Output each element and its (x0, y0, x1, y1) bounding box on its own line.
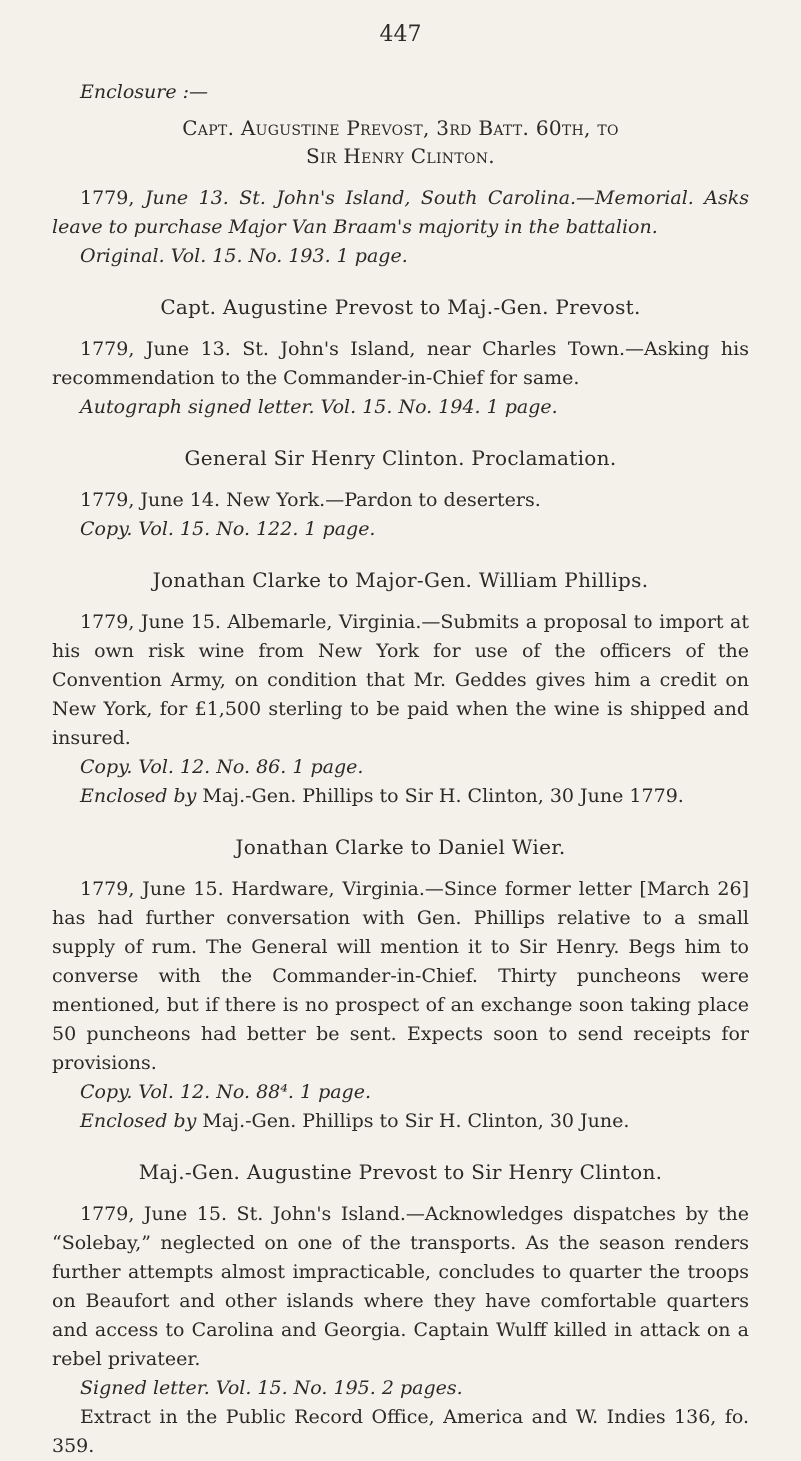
entry-date: 1779, (80, 187, 145, 209)
entry-body: 1779, June 15. Albemarle, Virginia.—Submits a proposal to import at his own risk wine from New York for use of the officers of the Convention Army, on condition that Mr. Geddes gives him a credit on New York, for £1,500 sterling to be paid when the wine is shipped and insured. (52, 611, 749, 749)
entry-body: 1779, June 13. St. John's Island, near Charles Town.—Asking his recommendation to the Commander-in-Chief for same. (52, 338, 749, 389)
entry-prevost-to-maj-gen-prevost (52, 293, 749, 422)
entry-extract-note: Extract in the Public Record Office, America and W. Indies 136, fo. 359. (52, 1406, 749, 1457)
entry-heading: Jonathan Clarke to Major-Gen. William Phillips. (152, 568, 649, 592)
entry-meta: Original. Vol. 15. No. 193. 1 page. (80, 245, 408, 267)
entry-meta: Autograph signed letter. Vol. 15. No. 194. 1 page. (80, 396, 558, 418)
enclosed-text: Maj.-Gen. Phillips to Sir H. Clinton, 30 June 1779. (196, 785, 684, 807)
entry-prevost-to-clinton (52, 114, 749, 271)
entry-heading: Capt. Augustine Prevost to Maj.-Gen. Prevost. (160, 295, 641, 319)
heading-line: Sir Henry Clinton. (306, 144, 495, 168)
entry-body: 1779, June 15. Hardware, Virginia.—Since former letter [March 26] has had further conversation with Gen. Phillips relative to a small supply of rum. The General will mention it to Sir Henry. Begs him to converse with the Commander-in-Chief. Thirty puncheons were mentioned, but if there is no prospect of an exchange soon taking place 50 puncheons had better be sent. Expects soon to send receipts for provisions. (52, 878, 749, 1074)
entry-heading (52, 114, 749, 170)
entry-clinton-proclamation (52, 444, 749, 544)
enclosure-label: Enclosure :— (80, 81, 209, 103)
entry-heading: Jonathan Clarke to Daniel Wier. (235, 835, 566, 859)
entry-enclosed-note (52, 1107, 749, 1136)
enclosed-text: Maj.-Gen. Phillips to Sir H. Clinton, 30 June. (196, 1110, 630, 1132)
entry-maj-gen-prevost-to-clinton (52, 1158, 749, 1461)
entry-enclosed-note (52, 782, 749, 811)
entry-clarke-to-phillips (52, 566, 749, 811)
enclosed-label: Enclosed by (80, 785, 197, 807)
entry-meta: Copy. Vol. 12. No. 88⁴. 1 page. (80, 1081, 372, 1103)
entry-meta: Signed letter. Vol. 15. No. 195. 2 pages. (80, 1377, 463, 1399)
heading-line: Capt. Augustine Prevost, 3rd Batt. 60th, to (182, 116, 619, 140)
page-number: 447 (379, 22, 422, 47)
entry-meta: Copy. Vol. 12. No. 86. 1 page. (80, 756, 364, 778)
entry-summary: June 13. St. John's Island, South Carolina.—Memorial. Asks leave to purchase Major Van Braam's majority in the battalion. (52, 187, 749, 238)
entry-clarke-to-wier (52, 833, 749, 1136)
entry-meta: Copy. Vol. 15. No. 122. 1 page. (80, 518, 376, 540)
entry-body: 1779, June 14. New York.—Pardon to deserters. (80, 489, 541, 511)
entry-body: 1779, June 15. St. John's Island.—Acknowledges dispatches by the “Solebay,” neglected on one of the transports. As the season renders further attempts almost impracticable, concludes to quarter the troops on Beaufort and other islands where they have comfortable quarters and access to Carolina and Georgia. Captain Wulff killed in attack on a rebel privateer. (52, 1203, 749, 1370)
enclosed-label: Enclosed by (80, 1110, 197, 1132)
entry-heading: General Sir Henry Clinton. Proclamation. (184, 446, 617, 470)
entry-heading: Maj.-Gen. Augustine Prevost to Sir Henry Clinton. (138, 1160, 663, 1184)
entry-body (52, 184, 749, 242)
